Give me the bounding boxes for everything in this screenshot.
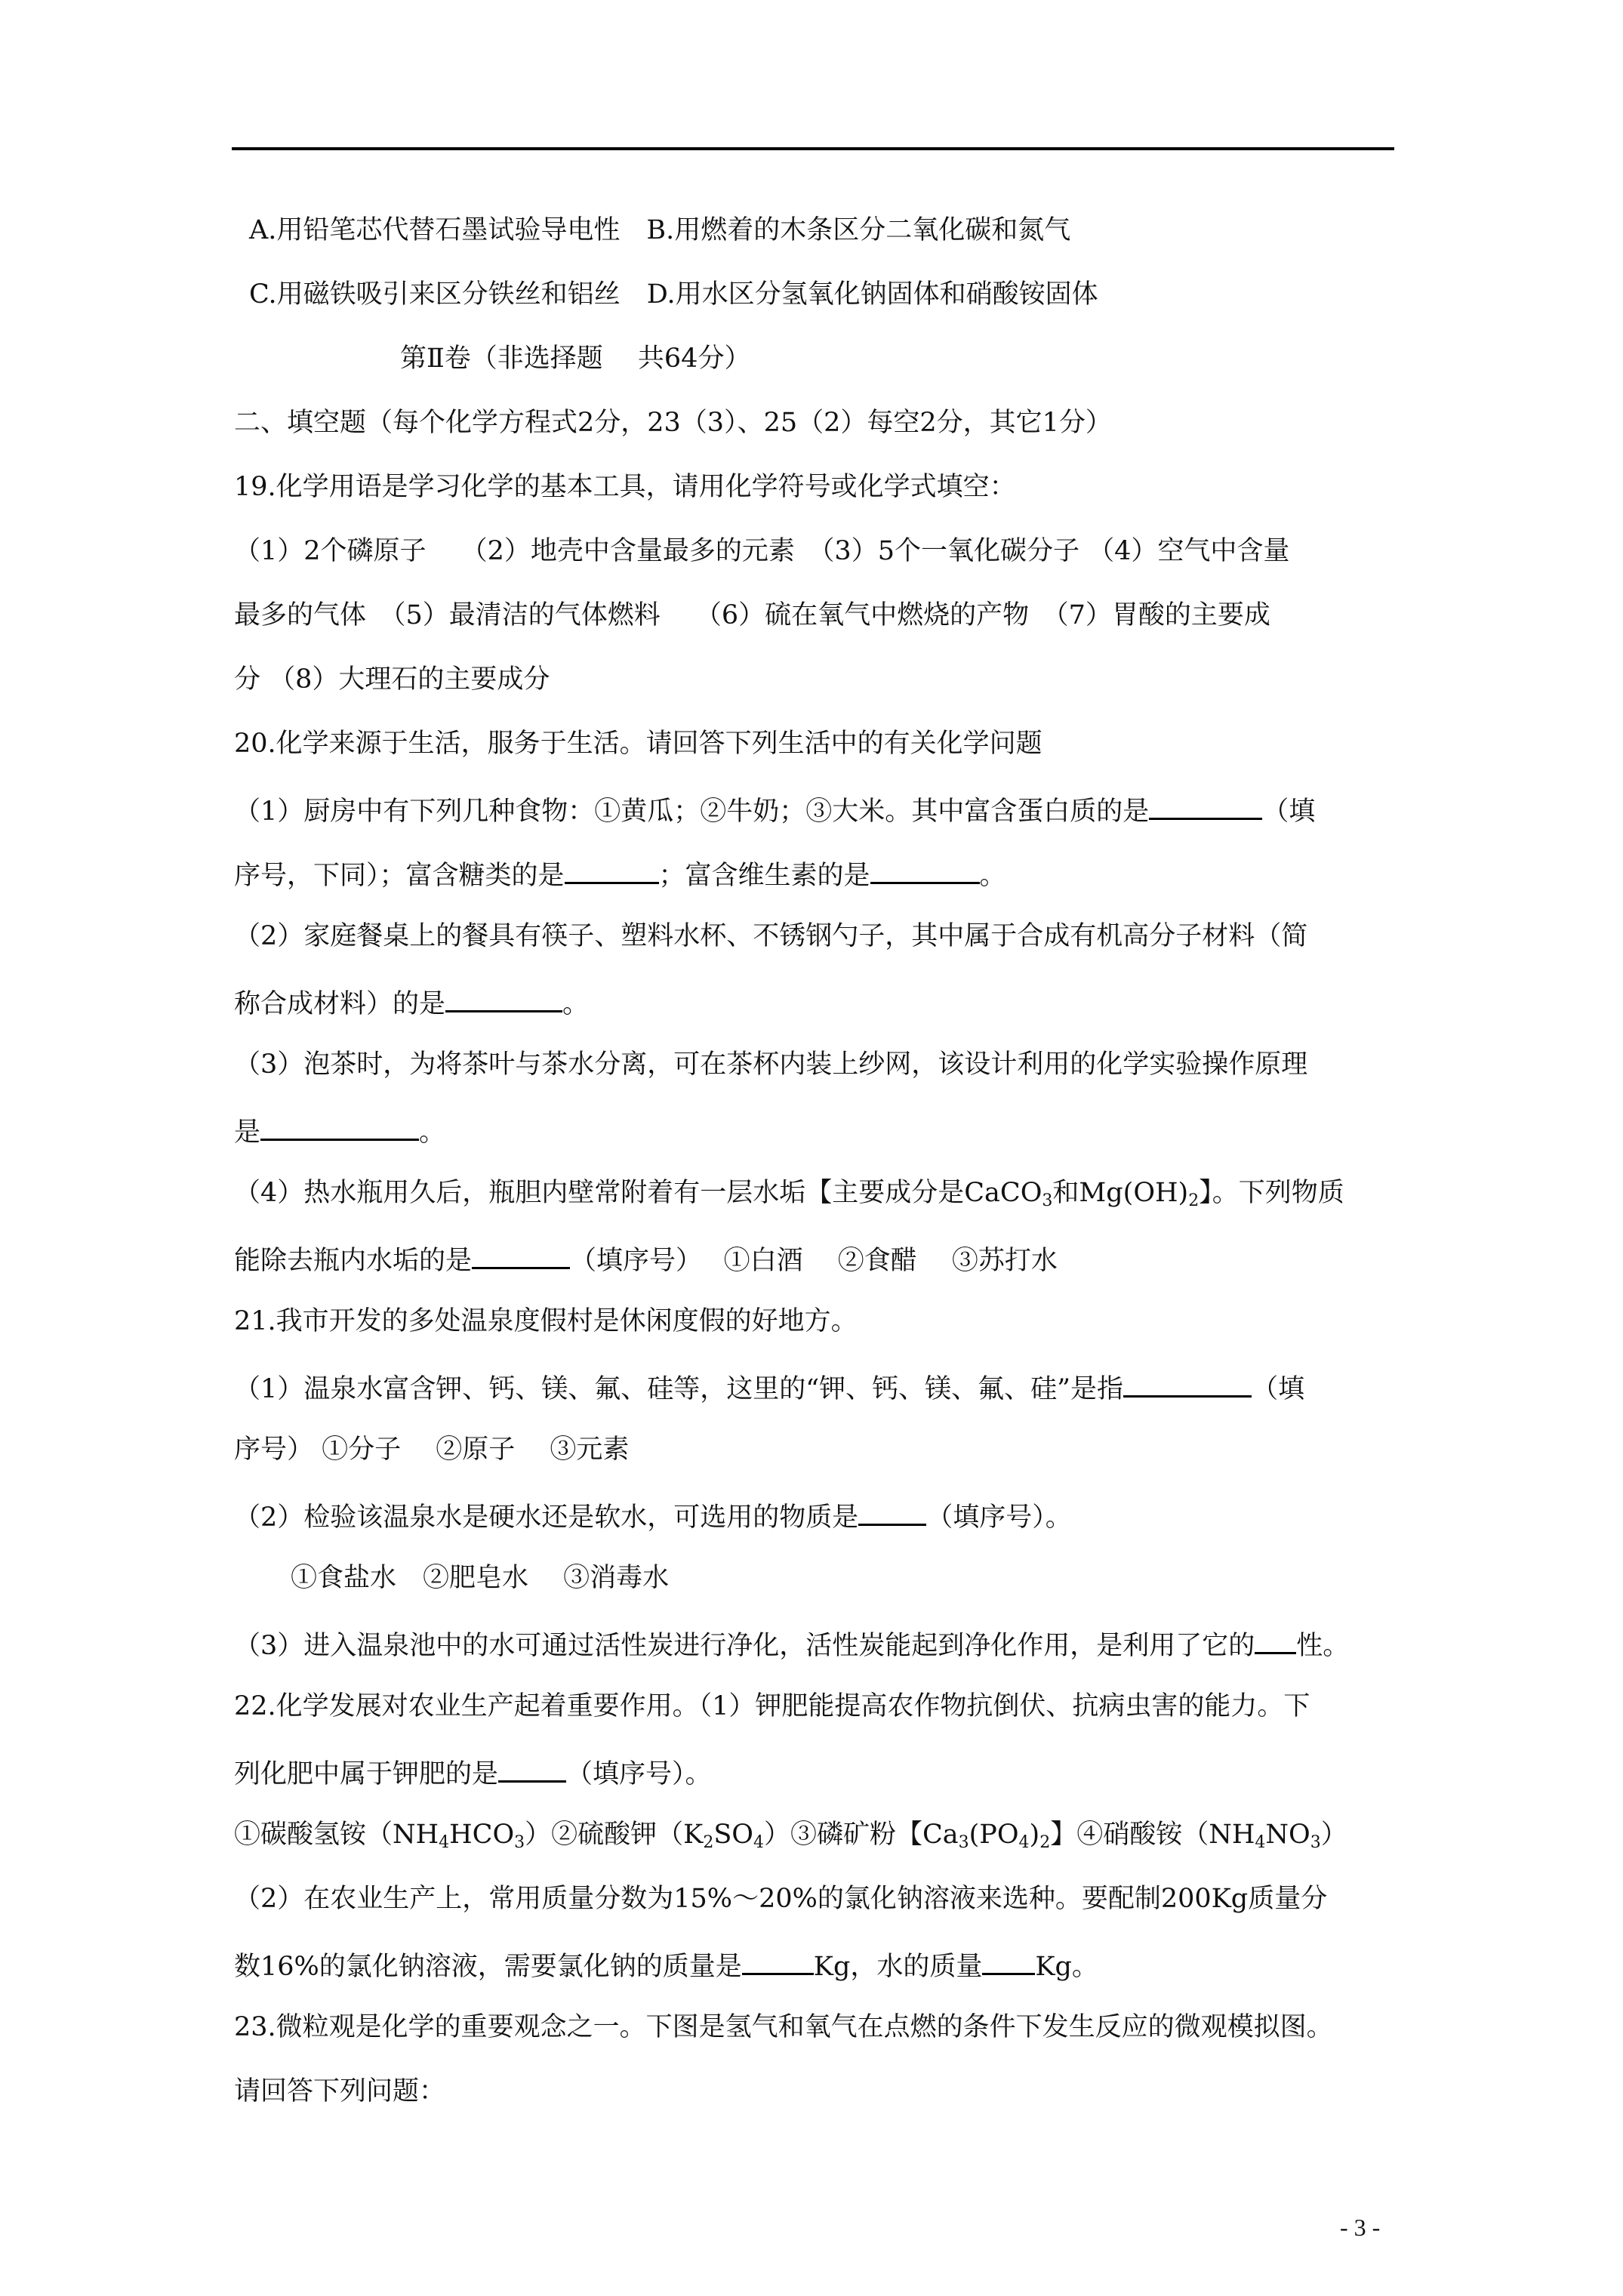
q19-line3: 分 （8）大理石的主要成分 — [234, 664, 550, 695]
answer-blank[interactable] — [1255, 1623, 1296, 1654]
q22-p2-line2: 数16%的氯化钠溶液，需要氯化钠的质量是 Kg，水的质量 Kg。 — [234, 1944, 1098, 1986]
answer-blank[interactable] — [498, 1752, 566, 1783]
q20-stem: 20.化学来源于生活，服务于生活。请回答下列生活中的有关化学问题 — [234, 729, 1042, 759]
q20-p1-line1: （1）厨房中有下列几种食物：①黄瓜；②牛奶；③大米。其中富含蛋白质的是 （填 — [234, 789, 1315, 831]
option-c-d: C.用磁铁吸引来区分铁丝和铝丝 D.用水区分氢氧化钠固体和硝酸铵固体 — [249, 279, 1098, 310]
q20-p3-line1: （3）泡茶时，为将茶叶与茶水分离，可在茶杯内装上纱网，该设计利用的化学实验操作原理 — [234, 1049, 1308, 1080]
q20-p2-line1: （2）家庭餐桌上的餐具有筷子、塑料水杯、不锈钢勺子，其中属于合成有机高分子材料（简 — [234, 921, 1308, 951]
q23-line2: 请回答下列问题： — [234, 2076, 446, 2106]
q19-line2: 最多的气体 （5）最清洁的气体燃料 （6）硫在氧气中燃烧的产物 （7）胃酸的主要成 — [234, 600, 1270, 630]
q21-p1-line2: 序号） ①分子 ②原子 ③元素 — [234, 1435, 630, 1465]
q20-p4-line1: （4）热水瓶用久后，瓶胆内壁常附着有一层水垢【主要成分是CaCO$_3$和$Mg(OH)_2$】。下列物质 — [234, 1178, 1344, 1210]
q22-p2-line1: （2）在农业生产上，常用质量分数为15%～20%的氯化钠溶液来选种。要配制200Kg质量分 — [234, 1884, 1328, 1914]
q21-p2-options: ①食盐水 ②肥皂水 ③消毒水 — [291, 1563, 670, 1593]
fill-heading: 二、填空题（每个化学方程式2分，23（3）、25（2）每空2分，其它1分） — [234, 408, 1112, 438]
q20-p3-line2: 是 。 — [234, 1110, 445, 1151]
q20-p1-line2: 序号，下同）；富含糖类的是 ；富含维生素的是 。 — [234, 853, 1006, 895]
q20-p2-line2: 称合成材料）的是 。 — [234, 982, 589, 1023]
q23-stem: 23.微粒观是化学的重要观念之一。下图是氢气和氧气在点燃的条件下发生反应的微观模拟图。 — [234, 2012, 1333, 2042]
header-rule — [232, 147, 1394, 150]
answer-blank[interactable] — [445, 982, 562, 1012]
answer-blank[interactable] — [742, 1944, 814, 1975]
q20-p4-line2: 能除去瓶内水垢的是 （填序号） ①白酒 ②食醋 ③苏打水 — [234, 1238, 1058, 1280]
answer-blank[interactable] — [870, 853, 980, 884]
answer-blank[interactable] — [565, 853, 659, 884]
q19-line1: （1）2个磷原子 （2）地壳中含量最多的元素 （3）5个一氧化碳分子 （4）空气中含量 — [234, 536, 1290, 566]
answer-blank[interactable] — [982, 1944, 1035, 1975]
answer-blank[interactable] — [260, 1110, 419, 1141]
section-title: 第Ⅱ卷（非选择题 共64分） — [400, 344, 751, 374]
answer-blank[interactable] — [1149, 789, 1262, 820]
answer-blank[interactable] — [1123, 1367, 1252, 1398]
answer-blank[interactable] — [858, 1495, 926, 1526]
q21-p3: （3）进入温泉池中的水可通过活性炭进行净化，活性炭能起到净化作用，是利用了它的 性。 — [234, 1623, 1349, 1665]
q21-stem: 21.我市开发的多处温泉度假村是休闲度假的好地方。 — [234, 1306, 858, 1336]
q22-stem: 22.化学发展对农业生产起着重要作用。（1）钾肥能提高农作物抗倒伏、抗病虫害的能力。下 — [234, 1691, 1310, 1721]
q21-p2: （2）检验该温泉水是硬水还是软水，可选用的物质是 （填序号）。 — [234, 1495, 1072, 1536]
q22-line2: 列化肥中属于钾肥的是 （填序号）。 — [234, 1752, 712, 1793]
q22-fertilizers: ①碳酸氢铵$(NH_4HCO_3)②$硫酸钾$(K_2SO_4)③$磷矿粉【$Ca_3(PO_4)_2$】④硝酸铵$(NH_4NO_3)$ — [234, 1820, 1347, 1852]
option-a-b: A.用铅笔芯代替石墨试验导电性 B.用燃着的木条区分二氧化碳和氮气 — [249, 215, 1071, 245]
page-number: - 3 - — [1340, 2214, 1381, 2241]
q21-p1-line1: （1）温泉水富含钾、钙、镁、氟、硅等，这里的“钾、钙、镁、氟、硅”是指 （填 — [234, 1367, 1304, 1408]
answer-blank[interactable] — [472, 1238, 570, 1269]
q19-stem: 19.化学用语是学习化学的基本工具，请用化学符号或化学式填空： — [234, 472, 1016, 502]
